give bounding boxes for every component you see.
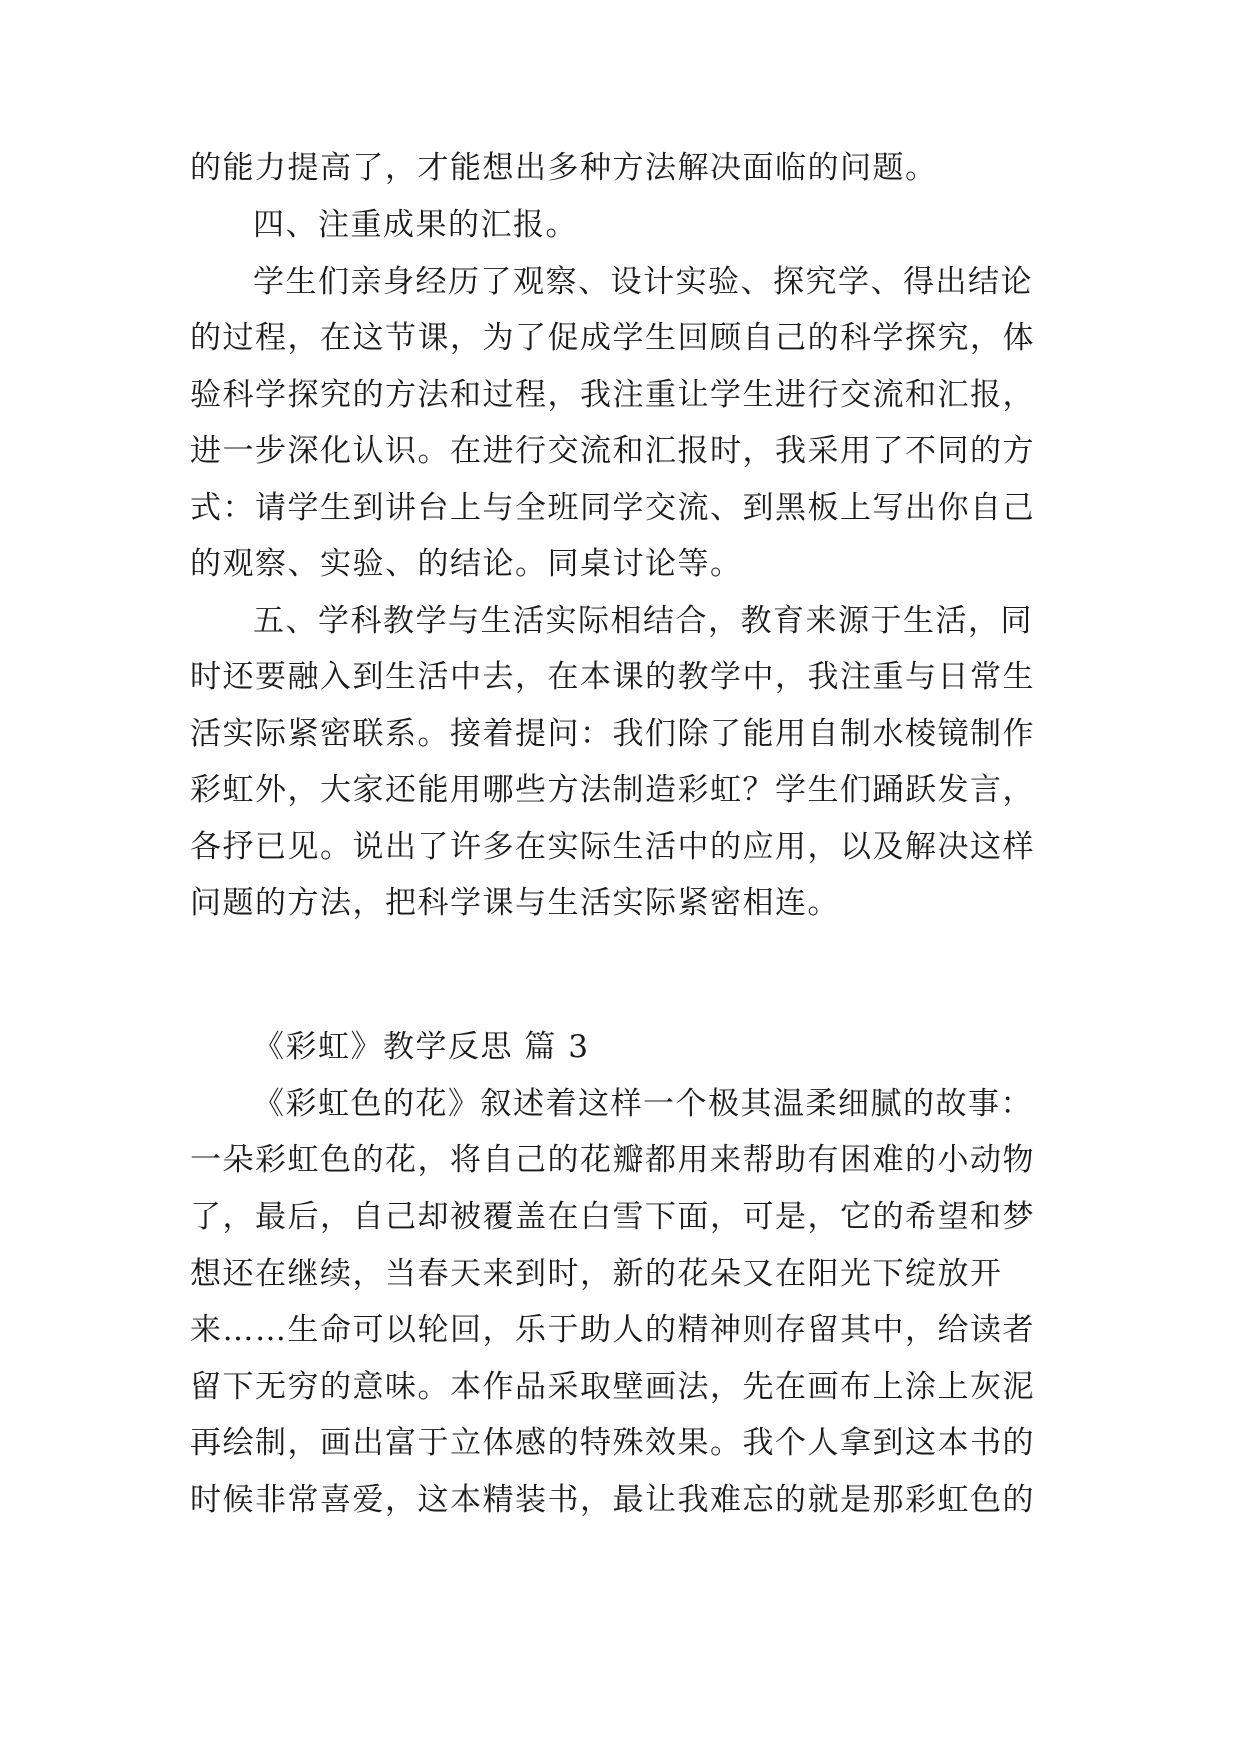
paragraph-line: 各抒已见。说出了许多在实际生活中的应用，以及解决这样	[190, 829, 1035, 865]
paragraph-line: 五、学科教学与生活实际相结合，教育来源于生活，同	[253, 603, 1033, 639]
paragraph-line: 活实际紧密联系。接着提问：我们除了能用自制水棱镜制作	[190, 716, 1035, 752]
paragraph-line: 的观察、实验、的结论。同桌讨论等。	[190, 546, 743, 582]
paragraph-line: 《彩虹色的花》叙述着这样一个极其温柔细腻的故事：	[253, 1086, 1033, 1122]
paragraph-line: 来……生命可以轮回，乐于助人的精神则存留其中，给读者	[190, 1312, 1035, 1348]
section-title: 《彩虹》教学反思 篇 3	[253, 1029, 590, 1065]
paragraph-line: 彩虹外，大家还能用哪些方法制造彩虹？学生们踊跃发言，	[190, 772, 1035, 808]
paragraph-line: 留下无穷的意味。本作品采取壁画法，先在画布上涂上灰泥	[190, 1369, 1035, 1405]
paragraph-line: 一朵彩虹色的花，将自己的花瓣都用来帮助有困难的小动物	[190, 1142, 1035, 1178]
paragraph-line: 再绘制，画出富于立体感的特殊效果。我个人拿到这本书的	[190, 1425, 1035, 1461]
paragraph-line: 了，最后，自己却被覆盖在白雪下面，可是，它的希望和梦	[190, 1199, 1035, 1235]
paragraph-line: 的过程，在这节课，为了促成学生回顾自己的科学探究，体	[190, 320, 1035, 356]
paragraph-line: 验科学探究的方法和过程，我注重让学生进行交流和汇报，	[190, 377, 1035, 413]
paragraph-line: 学生们亲身经历了观察、设计实验、探究学、得出结论	[253, 264, 1033, 300]
paragraph-line: 时候非常喜爱，这本精装书，最让我难忘的就是那彩虹色的	[190, 1482, 1035, 1518]
paragraph-line: 进一步深化认识。在进行交流和汇报时，我采用了不同的方	[190, 433, 1035, 469]
paragraph-line: 的能力提高了，才能想出多种方法解决面临的问题。	[190, 150, 938, 186]
section-heading-four: 四、注重成果的汇报。	[253, 207, 578, 243]
paragraph-line: 问题的方法，把科学课与生活实际紧密相连。	[190, 885, 840, 921]
paragraph-line: 想还在继续，当春天来到时，新的花朵又在阳光下绽放开	[190, 1256, 1003, 1292]
paragraph-line: 式：请学生到讲台上与全班同学交流、到黑板上写出你自己	[190, 490, 1035, 526]
paragraph-line: 时还要融入到生活中去，在本课的教学中，我注重与日常生	[190, 659, 1035, 695]
